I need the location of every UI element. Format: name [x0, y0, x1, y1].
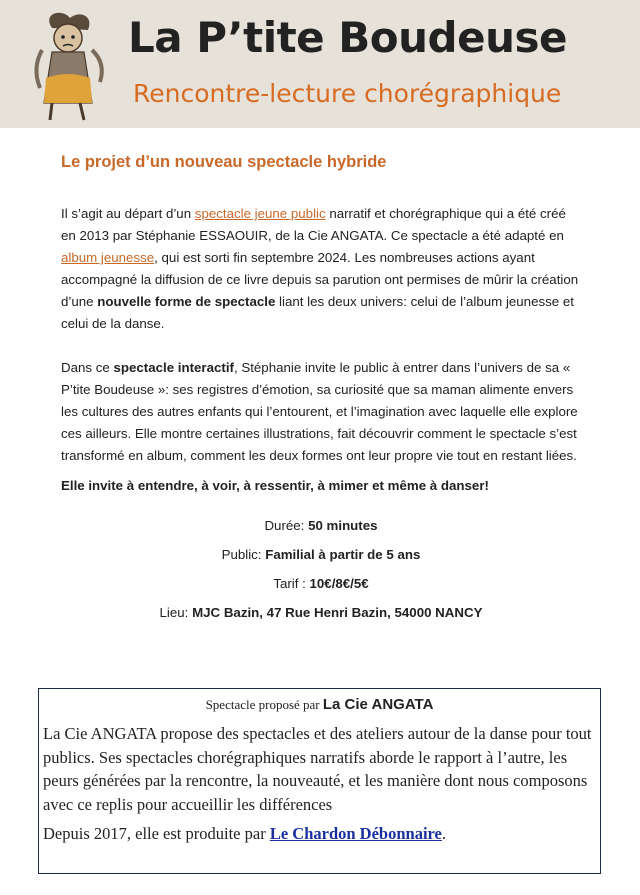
- company-box-body: [43, 722, 596, 846]
- event-info: [61, 515, 581, 624]
- duration-value: 50 minutes: [308, 518, 378, 533]
- p1-text-3: , qui est sorti fin septembre 2024. Les nombreuses actions ayant accompagné la diffusion de ce livre depuis sa parution ont permises de mûrir la création d’une: [61, 250, 579, 309]
- album-jeunesse-link[interactable]: album jeunesse: [61, 250, 155, 265]
- place-value: MJC Bazin, 47 Rue Henri Bazin, 54000 NANCY: [192, 605, 483, 620]
- tagline: Elle invite à entendre, à voir, à ressentir, à mimer et même à danser!: [61, 478, 489, 493]
- duration-row: [61, 515, 581, 537]
- public-row: [61, 544, 581, 566]
- price-value: 10€/8€/5€: [309, 576, 369, 591]
- section-title: Le projet d’un nouveau spectacle hybride: [61, 153, 387, 171]
- place-label: Lieu:: [159, 605, 193, 620]
- public-label: Public:: [221, 547, 266, 562]
- producer-line: [43, 822, 596, 846]
- place-row: [61, 602, 581, 624]
- p2-bold: spectacle interactif: [113, 360, 234, 375]
- p2-text-1: Dans ce: [61, 360, 114, 375]
- page-header: [0, 0, 640, 128]
- company-box-heading: [39, 696, 600, 713]
- producer-prefix: Depuis 2017, elle est produite par: [43, 824, 270, 843]
- public-value: Familial à partir de 5 ans: [265, 547, 421, 562]
- spectacle-jeune-public-link[interactable]: spectacle jeune public: [194, 206, 326, 221]
- company-description: La Cie ANGATA propose des spectacles et des ateliers autour de la danse pour tout publics. Ses spectacles chorégraphiques narratifs aborde le rapport à l’autre, les peurs générées par la rencontre, la nouveauté, et les manière dont nous composons avec ce replis pour accueillir les différences: [43, 724, 592, 814]
- company-name: La Cie ANGATA: [322, 696, 434, 713]
- company-box: [38, 688, 601, 874]
- description-paragraph: [61, 357, 581, 467]
- price-label: Tarif :: [273, 576, 310, 591]
- p1-text-4: liant les deux univers: celui de l’album jeunesse et celui de la danse.: [61, 294, 574, 331]
- main-content: [61, 150, 581, 631]
- p1-text-2: narratif et chorégraphique qui a été créé en 2013 par Stéphanie ESSAOUIR, de la Cie ANGATA. Ce spectacle a été adapté en: [61, 206, 566, 243]
- p1-text-1: Il s’agit au départ d’un: [61, 206, 195, 221]
- page-subtitle: Rencontre-lecture chorégraphique: [133, 79, 562, 108]
- p1-bold: nouvelle forme de spectacle: [97, 294, 276, 309]
- producer-suffix: .: [441, 824, 447, 843]
- company-box-prefix: Spectacle proposé par: [205, 697, 323, 712]
- page-title: La P’tite Boudeuse: [128, 13, 567, 62]
- chardon-debonnaire-link[interactable]: Le Chardon Débonnaire: [269, 824, 442, 843]
- price-row: [61, 573, 581, 595]
- duration-label: Durée:: [264, 518, 309, 533]
- intro-paragraph: [61, 203, 581, 335]
- girl-illustration-icon: [22, 8, 110, 126]
- p2-text-2: , Stéphanie invite le public à entrer dans l’univers de sa « P’tite Boudeuse »: ses registres d’émotion, sa curiosité que sa maman alimente envers les cultures des autres enfants qui l’entourent, et l’imagination avec laquelle elle explore ces ailleurs. Elle montre certaines illustrations, fait découvrir comment le spectacle s’est transformé en album, comment les deux formes ont leur propre vie tout en restant liées.: [61, 360, 578, 463]
